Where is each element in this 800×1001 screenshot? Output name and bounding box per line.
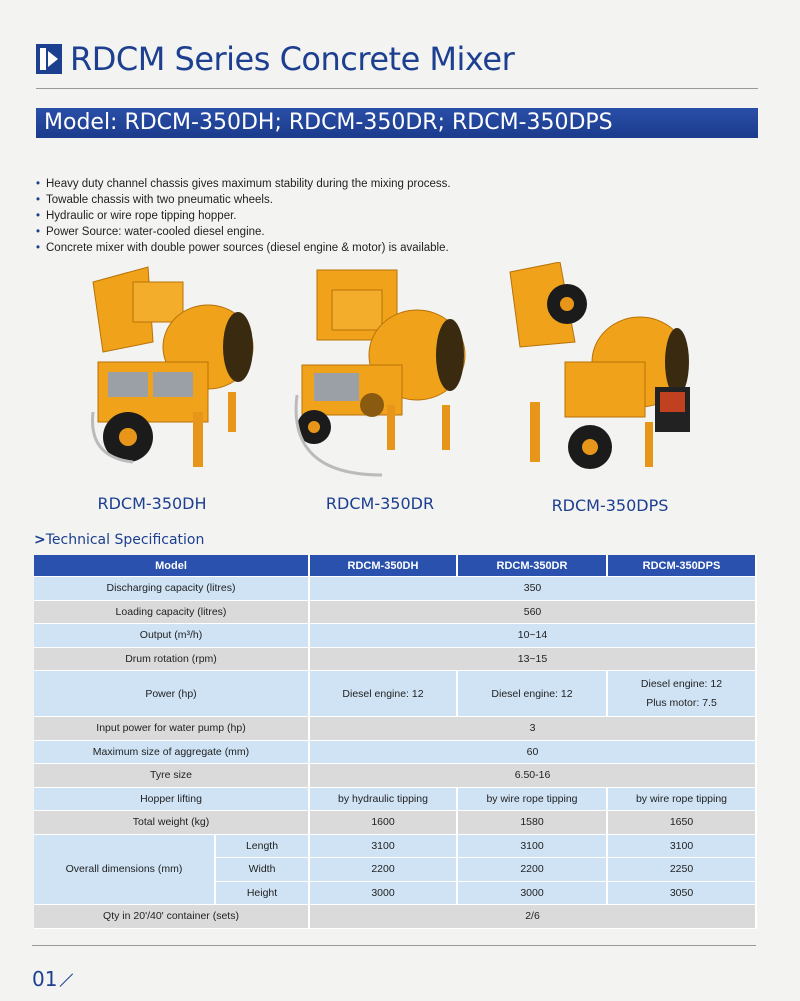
row-label: Maximum size of aggregate (mm) [34, 741, 310, 765]
row-label: Drum rotation (rpm) [34, 648, 310, 672]
row-value: 6.50-16 [310, 764, 757, 788]
row-label: Discharging capacity (litres) [34, 577, 310, 601]
model-banner: Model: RDCM-350DH; RDCM-350DR; RDCM-350DPS [36, 108, 758, 138]
dim-label: Height [216, 882, 310, 906]
row-value: 2200 [310, 858, 458, 882]
row-value: 1650 [608, 811, 757, 835]
feature-list [36, 176, 451, 256]
row-value: 3000 [458, 882, 608, 906]
table-row [34, 764, 757, 788]
row-value: by hydraulic tipping [310, 788, 458, 812]
product-label: RDCM-350DR [325, 494, 435, 513]
row-label: Qty in 20'/40' container (sets) [34, 905, 310, 929]
row-value: 60 [310, 741, 757, 765]
row-label: Tyre size [34, 764, 310, 788]
concrete-mixer-icon [505, 262, 705, 477]
row-value: 3 [310, 717, 757, 741]
table-row [34, 624, 757, 648]
page-header [36, 40, 514, 78]
row-value: 2/6 [310, 905, 757, 929]
table-row [34, 905, 757, 929]
row-value [608, 671, 757, 717]
feature-item: • Towable chassis with two pneumatic wheels. [36, 192, 451, 208]
row-value: by wire rope tipping [458, 788, 608, 812]
product-image-dps [505, 262, 705, 477]
power-line: Diesel engine: 12 [640, 677, 723, 690]
concrete-mixer-icon [292, 265, 472, 480]
table-row [34, 788, 757, 812]
dim-label: Length [216, 835, 310, 859]
table-row [34, 835, 757, 859]
feature-item: • Power Source: water-cooled diesel engine. [36, 224, 451, 240]
row-value: 350 [310, 577, 757, 601]
row-label: Output (m³/h) [34, 624, 310, 648]
spec-section-title [34, 532, 204, 548]
row-value: 3050 [608, 882, 757, 906]
row-value: 3100 [608, 835, 757, 859]
table-row [34, 648, 757, 672]
row-value: 1580 [458, 811, 608, 835]
row-label: Input power for water pump (hp) [34, 717, 310, 741]
row-value: Diesel engine: 12 [310, 671, 458, 717]
feature-item: • Hydraulic or wire rope tipping hopper. [36, 208, 451, 224]
row-label: Hopper lifting [34, 788, 310, 812]
table-row [34, 671, 757, 717]
product-label: RDCM-350DH [97, 494, 207, 513]
dim-label: Width [216, 858, 310, 882]
row-value: 3000 [310, 882, 458, 906]
spec-table [34, 555, 757, 929]
row-value: 3100 [310, 835, 458, 859]
table-row [34, 811, 757, 835]
row-value: Diesel engine: 12 [458, 671, 608, 717]
row-label: Overall dimensions (mm) [34, 835, 216, 906]
footer-divider [32, 945, 756, 946]
row-value: 10~14 [310, 624, 757, 648]
table-row [34, 601, 757, 625]
chevron-right-icon: > [34, 532, 46, 548]
row-value: 3100 [458, 835, 608, 859]
power-line: Plus motor: 7.5 [646, 696, 717, 709]
product-image-dr [292, 265, 472, 480]
page-title: RDCM Series Concrete Mixer [70, 40, 515, 78]
feature-item: • Heavy duty channel chassis gives maximum stability during the mixing process. [36, 176, 451, 192]
row-label: Loading capacity (litres) [34, 601, 310, 625]
product-label: RDCM-350DPS [551, 496, 669, 515]
row-value: by wire rope tipping [608, 788, 757, 812]
row-value: 560 [310, 601, 757, 625]
spec-header-dps: RDCM-350DPS [608, 555, 757, 577]
row-value: 1600 [310, 811, 458, 835]
row-value: 2200 [458, 858, 608, 882]
row-label: Power (hp) [34, 671, 310, 717]
product-image-dh [88, 262, 263, 477]
feature-item: • Concrete mixer with double power sources (diesel engine & motor) is available. [36, 240, 451, 256]
spec-title-text: Technical Specification [45, 532, 205, 548]
table-row [34, 577, 757, 601]
table-row [34, 741, 757, 765]
row-label: Total weight (kg) [34, 811, 310, 835]
chevron-right-icon [36, 44, 62, 74]
table-row [34, 717, 757, 741]
spec-header-dh: RDCM-350DH [310, 555, 458, 577]
spec-header-model: Model [34, 555, 310, 577]
concrete-mixer-icon [88, 262, 263, 477]
page-number: 01 [32, 967, 58, 991]
row-value: 13~15 [310, 648, 757, 672]
header-divider [36, 88, 758, 89]
spec-header-dr: RDCM-350DR [458, 555, 608, 577]
slash-decoration [60, 973, 73, 986]
row-value: 2250 [608, 858, 757, 882]
